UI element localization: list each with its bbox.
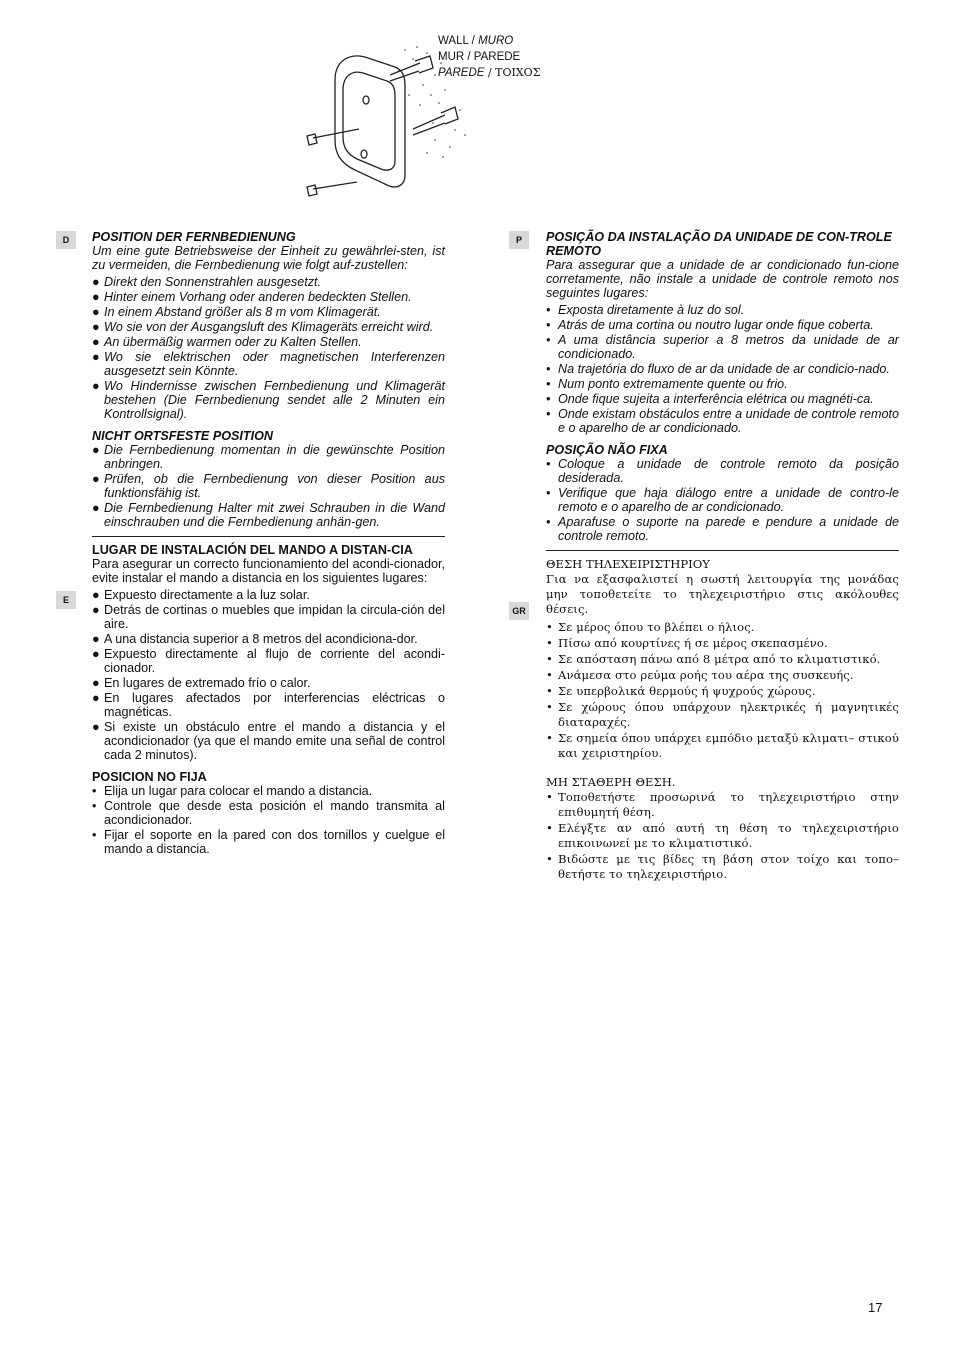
list-item: ● An übermäßig warmen oder zu Kalten Stellen. bbox=[92, 335, 362, 349]
german-section bbox=[92, 230, 445, 529]
wall-label-text: / ΤΟΙΧΟΣ bbox=[484, 66, 541, 79]
list-item: ● Direkt den Sonnenstrahlen ausgesetzt. bbox=[92, 275, 322, 289]
list-item: ● En lugares afectados por interferencias eléctricas o magnéticas. bbox=[92, 691, 445, 719]
list-item: • Atrás de uma cortina ou noutro lugar onde fique coberta. bbox=[546, 318, 874, 332]
list-item: ● Die Fernbedienung Halter mit zwei Schrauben in die Wand einschrauben und die Fernbedienung anhän-gen. bbox=[92, 501, 445, 529]
page-number: 17 bbox=[868, 1300, 883, 1315]
section-divider bbox=[546, 550, 899, 551]
list-item: • Onde existam obstáculos entre a unidade de controle remoto e o aparelho de ar condicionado. bbox=[546, 407, 899, 435]
list-item: • Controle que desde esta posición el mando transmita al acondicionador. bbox=[92, 799, 445, 827]
list-item: • Coloque a unidade de controle remoto da posição desiderada. bbox=[546, 457, 899, 485]
list-item: ● Wo sie elektrischen oder magnetischen Interferenzen ausgesetzt sein Könnte. bbox=[92, 350, 445, 378]
list-item: ● Prüfen, ob die Fernbedienung von dieser Position aus funktionsfähig ist. bbox=[92, 472, 445, 500]
list-item: • Num ponto extremamente quente ou frio. bbox=[546, 377, 788, 391]
section-intro: Για να εξασφαλιστεί η σωστή λειτουργία της μονάδας μην τοποθετείτε το τηλεχειριστήριο στις ακόλουθες θέσεις. bbox=[546, 572, 899, 616]
language-tag-gr: GR bbox=[509, 602, 529, 620]
list-item: • A uma distância superior a 8 metros da unidade de ar condicionado. bbox=[546, 333, 899, 361]
section-intro: Para asegurar un correcto funcionamiento del acondi-cionador, evite instalar el mando a distancia en los siguientes lugares: bbox=[92, 557, 445, 585]
wall-label-text: MUR / PAREDE bbox=[438, 51, 521, 63]
section-divider bbox=[92, 536, 445, 537]
list-item: ● Expuesto directamente a la luz solar. bbox=[92, 588, 310, 602]
wall-label-text: PAREDE bbox=[438, 67, 485, 79]
section-title: LUGAR DE INSTALACIÓN DEL MANDO A DISTAN-CIA bbox=[92, 543, 413, 557]
language-tag-p: P bbox=[509, 231, 529, 249]
list-item: ● Detrás de cortinas o muebles que impidan la circula-ción del aire. bbox=[92, 603, 445, 631]
list-item: • Τοποθετήστε προσωρινά το τηλεχειριστήριο στην επιθυμητή θέση. bbox=[546, 790, 899, 819]
list-item: • Σε σημεία όπου υπάρχει εμπόδιο μεταξύ κλιματι– στικού και χειριστηρίου. bbox=[546, 731, 899, 760]
section-intro: Para assegurar que a unidade de ar condicionado fun-cione corretamente, não instale a unidade de controle remoto nos seguintes lugares: bbox=[546, 258, 899, 300]
list-item: • Σε χώρους όπου υπάρχουν ηλεκτρικές ή μαγνητικές διαταραχές. bbox=[546, 700, 899, 729]
list-item: • Πίσω από κουρτίνες ή σε μέρος σκεπασμένο. bbox=[546, 636, 828, 650]
german-list bbox=[92, 275, 445, 421]
subsection-title: POSIÇÃO NÃO FIXA bbox=[546, 443, 668, 457]
list-item: • Na trajetória do fluxo de ar da unidade de ar condicio-nado. bbox=[546, 362, 890, 376]
left-column bbox=[92, 230, 445, 863]
spanish-section bbox=[92, 543, 445, 856]
subsection-title: ΜΗ ΣΤΑΘΕΡΗ ΘΕΣΗ. bbox=[546, 775, 676, 789]
spanish-list bbox=[92, 588, 445, 762]
list-item: • Ελέγξτε αν από αυτή τη θέση το τηλεχειριστήριο επικοινωνεί με το κλιματιστικό. bbox=[546, 821, 899, 850]
list-item: • Σε μέρος όπου το βλέπει ο ήλιος. bbox=[546, 620, 755, 634]
section-title: ΘΕΣΗ ΤΗΛΕΧΕΙΡΙΣΤΗΡΙΟΥ bbox=[546, 557, 710, 571]
list-item: ● Si existe un obstáculo entre el mando a distancia y el acondicionador (ya que el mando emite una señal de control cada 2 minutos). bbox=[92, 720, 445, 762]
greek-sublist bbox=[546, 790, 899, 882]
list-item: • Fijar el soporte en la pared con dos tornillos y cuelgue el mando a distancia. bbox=[92, 828, 445, 856]
german-sublist bbox=[92, 443, 445, 529]
list-item: • Aparafuse o suporte na parede e pendure a unidade de controle remoto. bbox=[546, 515, 899, 543]
section-title: POSITION DER FERNBEDIENUNG bbox=[92, 230, 296, 244]
list-item: ● Die Fernbedienung momentan in die gewünschte Position anbringen. bbox=[92, 443, 445, 471]
greek-section bbox=[546, 557, 899, 882]
portuguese-section bbox=[546, 230, 899, 543]
list-item: ● In einem Abstand größer als 8 m vom Klimagerät. bbox=[92, 305, 381, 319]
list-item: • Verifique que haja diálogo entre a unidade de contro-le remoto e o aparelho de ar condicionado. bbox=[546, 486, 899, 514]
list-item: • Elija un lugar para colocar el mando a distancia. bbox=[92, 784, 373, 798]
list-item: ● En lugares de extremado frío o calor. bbox=[92, 676, 311, 690]
section-title: POSIÇÃO DA INSTALAÇÃO DA UNIDADE DE CON-TROLE REMOTO bbox=[546, 230, 892, 258]
portuguese-list bbox=[546, 303, 899, 435]
list-item: • Ανάμεσα στο ρεύμα ροής του αέρα της συσκευής. bbox=[546, 668, 854, 682]
list-item: ● Hinter einem Vorhang oder anderen bedeckten Stellen. bbox=[92, 290, 412, 304]
list-item: • Exposta diretamente à luz do sol. bbox=[546, 303, 745, 317]
list-item: ● A una distancia superior a 8 metros del acondiciona-dor. bbox=[92, 632, 418, 646]
right-column bbox=[546, 230, 899, 889]
list-item: ● Wo sie von der Ausgangsluft des Klimageräts erreicht wird. bbox=[92, 320, 434, 334]
list-item: ● Expuesto directamente al flujo de corriente del acondi-cionador. bbox=[92, 647, 445, 675]
list-item: • Onde fique sujeita a interferência elétrica ou magnéti-ca. bbox=[546, 392, 874, 406]
spanish-sublist bbox=[92, 784, 445, 856]
portuguese-sublist bbox=[546, 457, 899, 543]
section-intro: Um eine gute Betriebsweise der Einheit zu gewährlei-sten, ist zu vermeiden, die Fernbedienung wie folgt auf-zustellen: bbox=[92, 244, 445, 272]
subsection-title: POSICION NO FIJA bbox=[92, 770, 207, 784]
language-tag-d: D bbox=[56, 231, 76, 249]
list-item: ● Wo Hindernisse zwischen Fernbedienung und Klimagerät bestehen (Die Fernbedienung sendet alle 2 Minuten ein Kontrollsignal). bbox=[92, 379, 445, 421]
list-item: • Σε απόσταση πάνω από 8 μέτρα από το κλιματιστικό. bbox=[546, 652, 881, 666]
language-tag-e: E bbox=[56, 591, 76, 609]
list-item: • Σε υπερβολικά θερμούς ή ψυχρούς χώρους. bbox=[546, 684, 816, 698]
list-item: • Βιδώστε με τις βίδες τη βάση στον τοίχο και τοπο– θετήστε το τηλεχειριστήριο. bbox=[546, 852, 899, 881]
wall-label-text: WALL / bbox=[438, 35, 479, 47]
subsection-title: NICHT ORTSFESTE POSITION bbox=[92, 429, 273, 443]
greek-list bbox=[546, 620, 899, 761]
wall-label-text: MURO bbox=[478, 35, 514, 47]
wall-label bbox=[438, 33, 540, 81]
